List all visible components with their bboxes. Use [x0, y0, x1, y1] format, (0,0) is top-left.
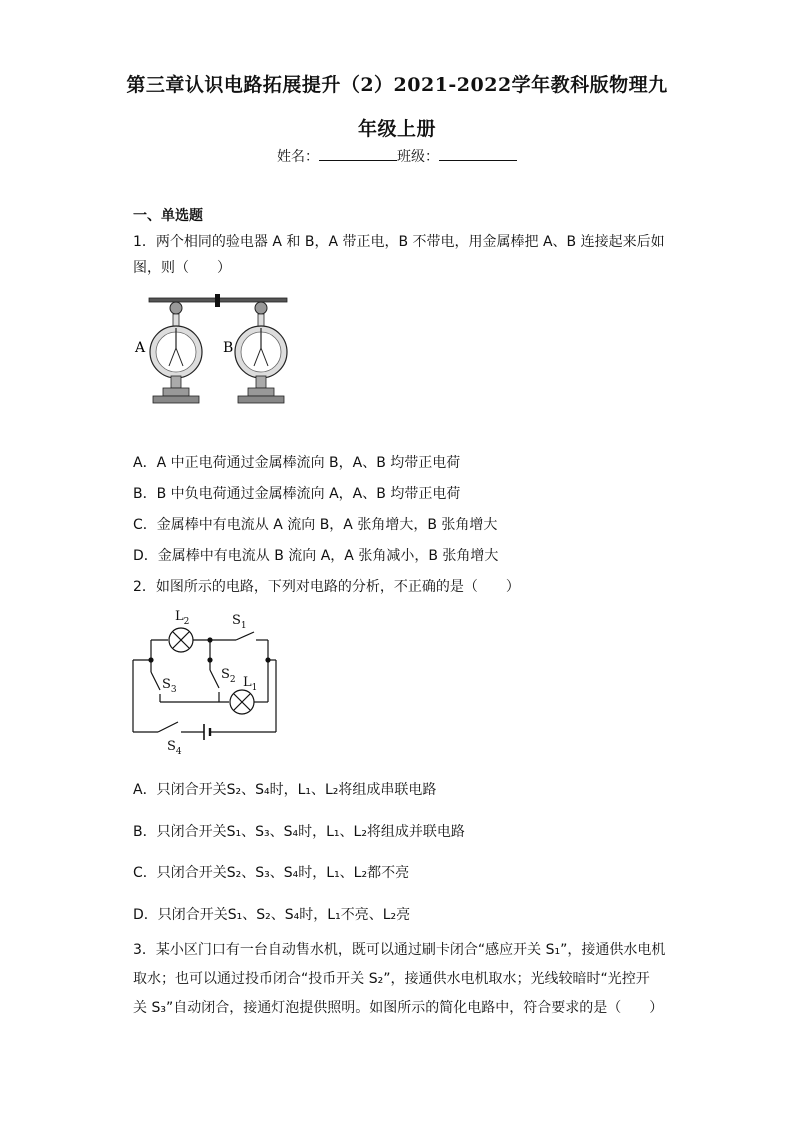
- label-l2: $L_2$: [175, 609, 190, 627]
- class-label: 班级：: [397, 149, 439, 165]
- question-3-line2: 取水；也可以通过投币闭合“投币开关 S₂”，接通供水电机取水；光线较暗时“光控开: [133, 971, 650, 987]
- question-3-stem: [133, 936, 668, 1023]
- name-label: 姓名：: [277, 149, 319, 165]
- question-3-line1: 3．某小区门口有一台自动售水机，既可以通过刷卡闭合“感应开关 S₁”，接通供水电机: [133, 942, 666, 958]
- figure-label-b: B: [223, 340, 234, 356]
- question-1-stem-line1: 1．两个相同的验电器 A 和 B，A 带正电，B 不带电，用金属棒把 A、B 连接起来后如: [133, 234, 665, 250]
- question-1-option-a: A．A 中正电荷通过金属棒流向 B，A、B 均带正电荷: [133, 455, 461, 471]
- electroscope-a: [150, 302, 202, 403]
- question-3-line3: 关 S₃”自动闭合，接通灯泡提供照明。如图所示的简化电路中，符合要求的是（ ）: [133, 1000, 664, 1016]
- question-1-option-c: C．金属棒中有电流从 A 流向 B，A 张角增大，B 张角增大: [133, 517, 498, 533]
- question-1-option-d: D．金属棒中有电流从 B 流向 A，A 张角减小，B 张角增大: [133, 548, 499, 564]
- electroscope-figure: [133, 290, 293, 412]
- question-2-option-d: D．只闭合开关S₁、S₂、S₄时，L₁不亮、L₂亮: [133, 907, 411, 923]
- name-blank: [319, 148, 397, 161]
- page-title: 第三章认识电路拓展提升（2）2021-2022学年教科版物理九: [126, 74, 668, 96]
- question-1-option-b: B．B 中负电荷通过金属棒流向 A，A、B 均带正电荷: [133, 486, 461, 502]
- class-blank: [439, 148, 517, 161]
- label-s1: $S_1$: [232, 613, 247, 631]
- question-1-stem: [133, 229, 668, 281]
- electroscope-b: [235, 302, 287, 403]
- figure-label-a: A: [135, 340, 146, 356]
- circuit-diagram: [126, 602, 296, 757]
- page-title-line2: 年级上册: [357, 118, 436, 140]
- student-info-line: [0, 146, 794, 166]
- label-s2: $S_2$: [221, 667, 236, 685]
- label-s3: $S_3$: [162, 677, 177, 695]
- label-l1: $L_1$: [243, 675, 258, 693]
- question-2-option-c: C．只闭合开关S₂、S₃、S₄时，L₁、L₂都不亮: [133, 865, 410, 881]
- question-1-stem-line2: 图，则（ ）: [133, 260, 231, 276]
- section-heading-single-choice: 一、单选题: [133, 208, 203, 224]
- label-s4: $S_4$: [167, 739, 182, 757]
- question-2-option-a: A．只闭合开关S₂、S₄时，L₁、L₂将组成串联电路: [133, 782, 437, 798]
- question-2-option-b: B．只闭合开关S₁、S₃、S₄时，L₁、L₂将组成并联电路: [133, 824, 465, 840]
- question-2-stem: 2．如图所示的电路，下列对电路的分析，不正确的是（ ）: [133, 579, 520, 595]
